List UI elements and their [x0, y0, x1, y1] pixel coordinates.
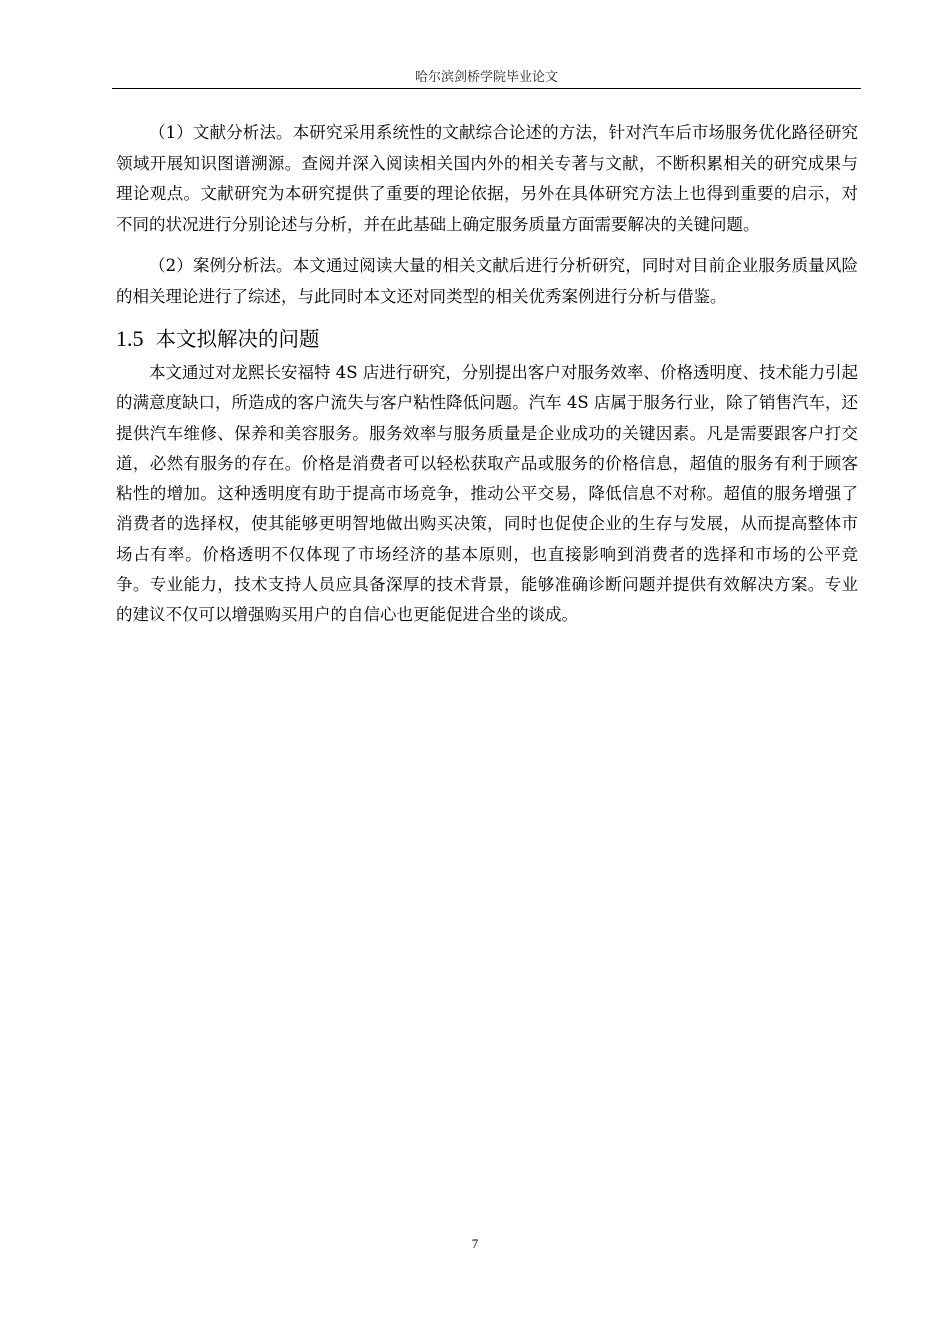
paragraph-case-analysis: （2）案例分析法。本文通过阅读大量的相关文献后进行分析研究，同时对目前企业服务质量风险的相关理论进行了综述，与此同时本文还对同类型的相关优秀案例进行分析与借鉴。	[116, 256, 858, 306]
paragraph-problem-statement: 本文通过对龙熙长安福特 4S 店进行研究，分别提出客户对服务效率、价格透明度、技术能力引起的满意度缺口，所造成的客户流失与客户粘性降低问题。汽车 4S 店属于服务行业，除了销售汽车，还提供汽车维修、保养和美容服务。服务效率与服务质量是企业成功的关键因素。凡是需要跟客户打交道，必然有服务的存在。价格是消费者可以轻松获取产品或服务的价格信息，超值的服务有利于顾客粘性的增加。这种透明度有助于提高市场竞争，推动公平交易，降低信息不对称。超值的服务增强了消费者的选择权，使其能够更明智地做出购买决策，同时也促使企业的生存与发展，从而提高整体市场占有率。价格透明不仅体现了市场经济的基本原则，也直接影响到消费者的选择和市场的公平竞争。专业能力，技术支持人员应具备深厚的技术背景，能够准确诊断问题并提供有效解决方案。专业的建议不仅可以增强购买用户的自信心也更能促进合坐的谈成。	[116, 363, 858, 625]
page-number: 7	[471, 1236, 479, 1251]
paragraph-literature-analysis: （1）文献分析法。本研究采用系统性的文献综合论述的方法，针对汽车后市场服务优化路径研究领域开展知识图谱溯源。查阅并深入阅读相关国内外的相关专著与文献，不断积累相关的研究成果与理论观点。文献研究为本研究提供了重要的理论依据，另外在具体研究方法上也得到重要的启示，对不同的状况进行分别论述与分析，并在此基础上确定服务质量方面需要解决的关键问题。	[116, 123, 858, 234]
running-header: 哈尔滨剑桥学院毕业论文	[414, 70, 558, 85]
header-rule	[112, 88, 861, 89]
section-title: 本文拟解决的问题	[155, 327, 320, 351]
page-content	[116, 118, 858, 631]
section-heading	[116, 322, 858, 356]
section-number: 1.5	[116, 326, 144, 351]
